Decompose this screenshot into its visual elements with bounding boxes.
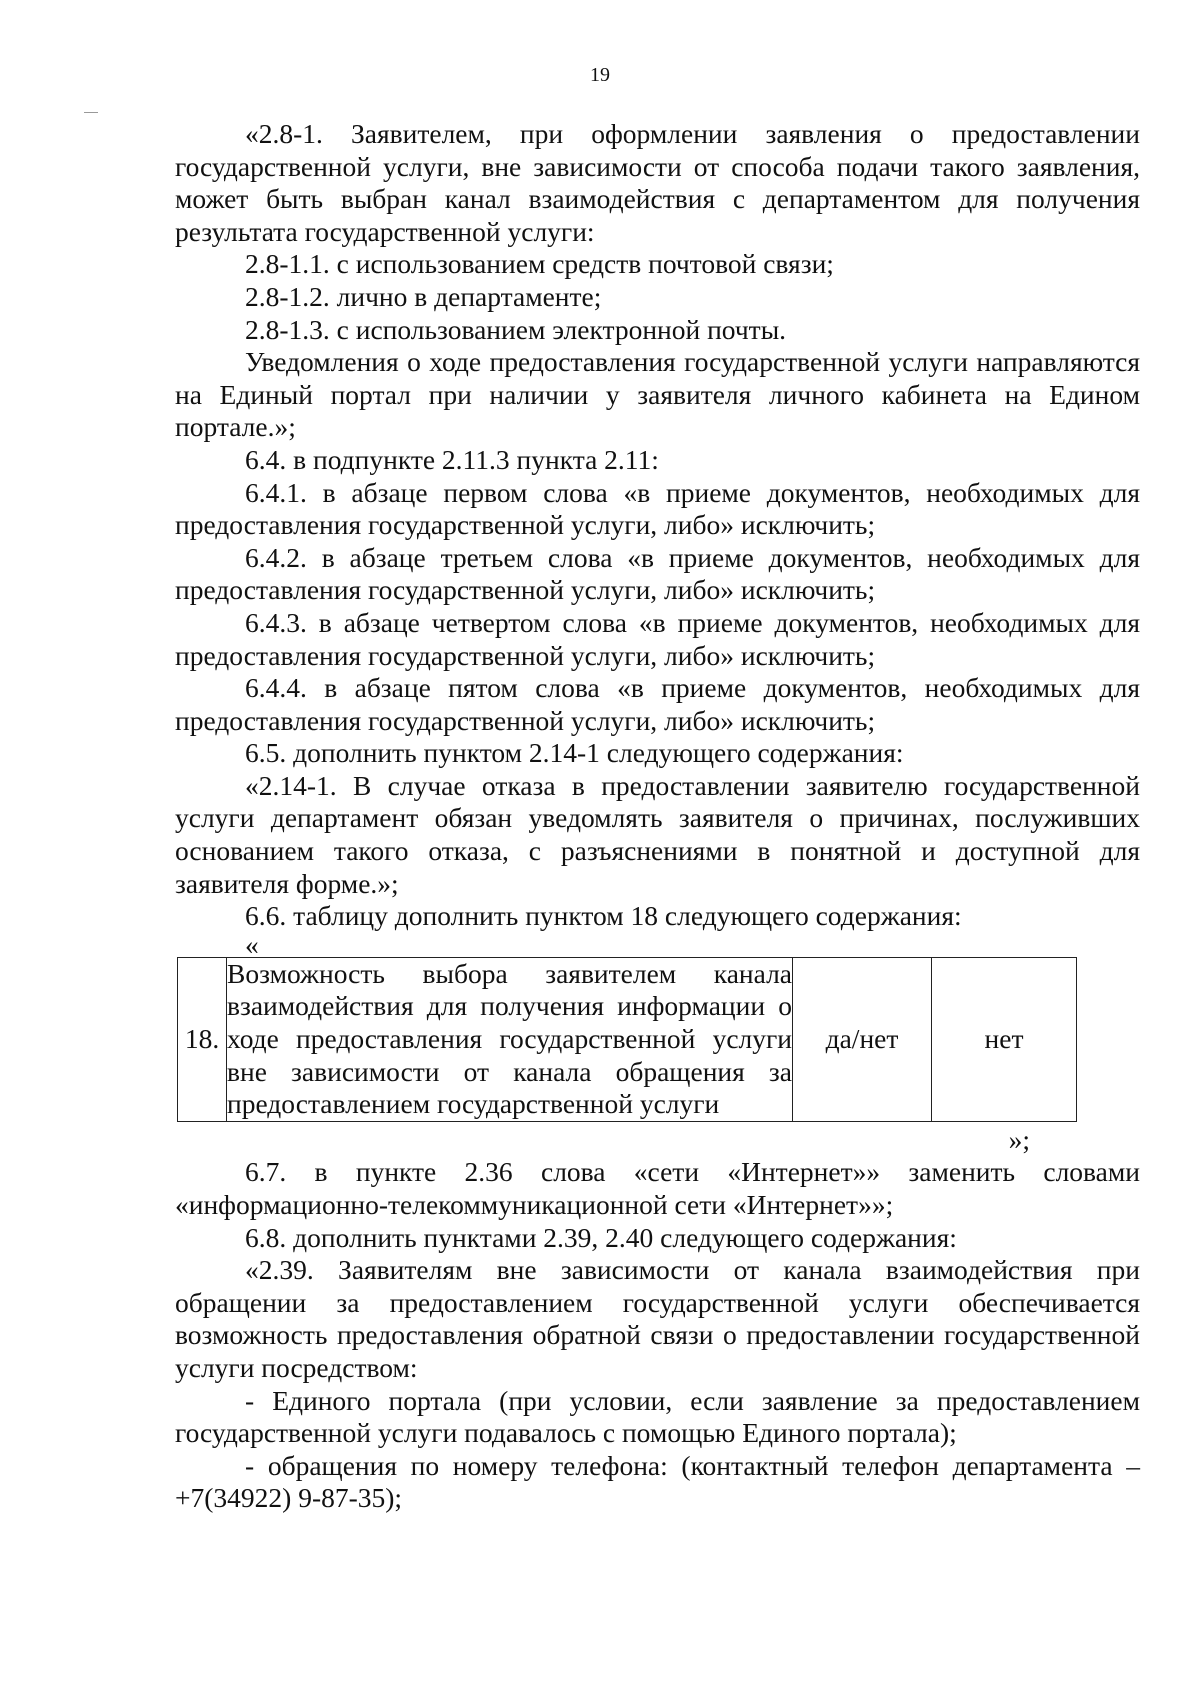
- paragraph: 6.5. дополнить пунктом 2.14-1 следующего содержания:: [245, 737, 904, 769]
- paragraph: 2.8-1.3. с использованием электронной почты.: [245, 313, 787, 345]
- paragraph: 2.8-1.2. лично в департаменте;: [245, 280, 602, 312]
- paragraph: 6.4.3. в абзаце четвертом слова «в приеме документов, необходимых для предоставления государственной услуги, либо» исключить;: [175, 606, 1140, 671]
- paragraph: 6.8. дополнить пунктами 2.39, 2.40 следующего содержания:: [245, 1221, 957, 1253]
- page-number: 19: [590, 64, 610, 86]
- paragraph: 6.4. в подпункте 2.11.3 пункта 2.11:: [245, 443, 659, 475]
- paragraph: - Единого портала (при условии, если заявление за предоставлением государственной услуги подавалось с помощью Единого портала);: [175, 1384, 1140, 1449]
- table-cell-number: 18.: [178, 957, 227, 1121]
- paragraph: «2.14-1. В случае отказа в предоставлении заявителю государственной услуги департамент обязан уведомлять заявителя о причинах, послуживших основанием такого отказа, с разъяснениями в понятной и доступной для заявителя форме.»;: [175, 769, 1140, 899]
- paragraph: 6.4.4. в абзаце пятом слова «в приеме документов, необходимых для предоставления государственной услуги, либо» исключить;: [175, 672, 1140, 736]
- paragraph: 6.6. таблицу дополнить пунктом 18 следующего содержания:: [245, 900, 962, 932]
- table-cell-value: да/нет: [793, 957, 932, 1121]
- paragraph: 6.4.2. в абзаце третьем слова «в приеме документов, необходимых для предоставления государственной услуги, либо» исключить;: [175, 541, 1140, 606]
- paragraph: - обращения по номеру телефона: (контактный телефон департамента – +7(34922) 9-87-35);: [175, 1449, 1140, 1514]
- document-body: [175, 118, 1140, 1515]
- table-cell-value: нет: [932, 957, 1077, 1121]
- paragraph: «2.8-1. Заявителем, при оформлении заявления о предоставлении государственной услуги, вне зависимости от способа подачи такого заявления, может быть выбран канал взаимодействия с департаментом для получения результата государственной услуги:: [175, 118, 1140, 247]
- table-open-quote: «: [245, 928, 259, 960]
- paragraph: «2.39. Заявителям вне зависимости от канала взаимодействия при обращении за предоставлением государственной услуги обеспечивается возможность предоставления обратной связи о предоставлении государственной услуги посредством:: [175, 1254, 1140, 1383]
- paragraph: 6.4.1. в абзаце первом слова «в приеме документов, необходимых для предоставления государственной услуги, либо» исключить;: [175, 476, 1140, 541]
- margin-mark: [84, 112, 98, 113]
- paragraph: 2.8-1.1. с использованием средств почтовой связи;: [245, 248, 834, 280]
- paragraph: 6.7. в пункте 2.36 слова «сети «Интернет»» заменить словами «информационно-телекоммуникационной сети «Интернет»»;: [175, 1156, 1140, 1220]
- table-cell-description: Возможность выбора заявителем канала взаимодействия для получения информации о ходе предоставления государственной услуги вне зависимости от канала обращения за предоставлением государственной услуги: [227, 957, 793, 1121]
- amendment-table: [177, 957, 1077, 1122]
- table-close-quote: »;: [1008, 1123, 1030, 1155]
- table-row: [178, 957, 1077, 1121]
- paragraph: Уведомления о ходе предоставления государственной услуги направляются на Единый портал при наличии у заявителя личного кабинета на Едином портале.»;: [175, 346, 1140, 443]
